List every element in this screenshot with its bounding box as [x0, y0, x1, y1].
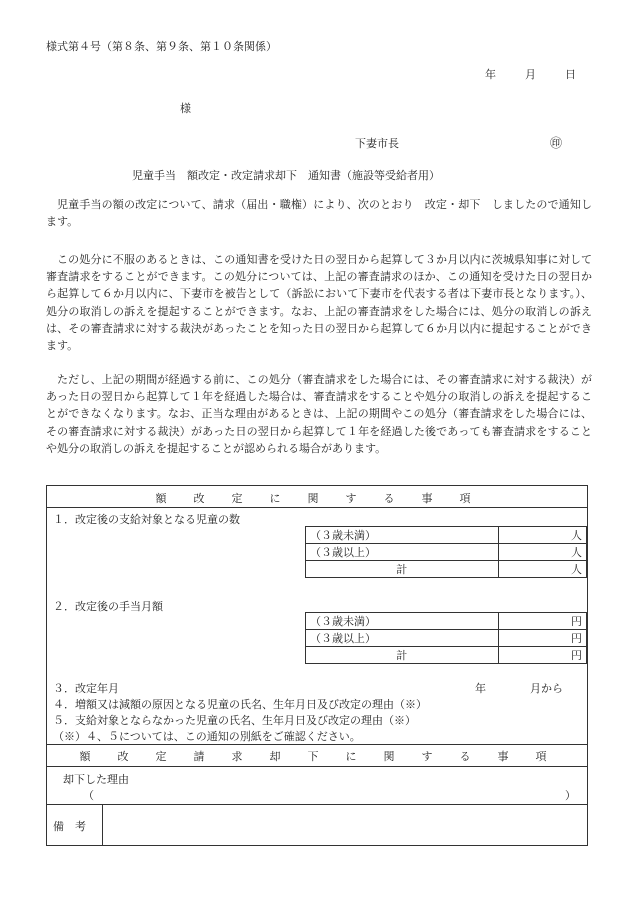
item-revision-date-label: ３．改定年月	[53, 682, 119, 695]
child-count-total-label: 計	[306, 561, 499, 578]
paragraph-appeal: この処分に不服のあるときは、この通知書を受けた日の翌日から起算して３か月以内に茨城県知事に対して審査請求をすることができます。この処分については、上記の審査請求のほか、この通知を受けた日の翌日から起算して６か月以内に、下妻市を被告として（訴訟において下妻市を代表する者は下妻市長となります。）、処分の取消しの訴えを提起することができます。なお、上記の審査請求をした場合には、処分の取消しの訴えは、その審査請求に対する裁決があったことを知った日の翌日から起算して６か月以内に提起することができます。	[46, 253, 592, 353]
monthly-amount-table	[305, 612, 587, 664]
monthly-amount-row	[306, 647, 587, 664]
child-count-under3-label: （３歳未満）	[306, 527, 499, 544]
child-count-row	[306, 561, 587, 578]
amount-total-label: 計	[306, 647, 499, 664]
item-child-count-label: １．改定後の支給対象となる児童の数	[53, 513, 240, 526]
rejection-reason-field[interactable]	[107, 786, 547, 802]
amount-under3-field[interactable]: 円	[498, 613, 586, 630]
child-count-over3-label: （３歳以上）	[306, 544, 499, 561]
document-title: 児童手当 額改定・改定請求却下 通知書（施設等受給者用）	[132, 169, 440, 182]
form-id: 様式第４号（第８条、第９条、第１０条関係）	[46, 40, 277, 53]
item-monthly-amount-label: ２．改定後の手当月額	[53, 600, 163, 613]
section-header-revision: 額 改 定 に 関 す る 事 項	[155, 492, 479, 505]
date-year-label: 年	[485, 68, 496, 81]
divider	[47, 766, 587, 767]
item-change-reason-label: ４．増額又は減額の原因となる児童の氏名、生年月日及び改定の理由（※）	[53, 698, 427, 711]
revision-month-field[interactable]: 月から	[530, 682, 563, 695]
child-count-under3-field[interactable]: 人	[498, 527, 586, 544]
amount-total-field[interactable]: 円	[498, 647, 586, 664]
issuer-name: 下妻市長	[355, 137, 399, 150]
date-month-label: 月	[525, 68, 536, 81]
child-count-table	[305, 526, 587, 578]
divider	[47, 804, 587, 805]
child-count-over3-field[interactable]: 人	[498, 544, 586, 561]
rejection-reason-close-paren: ）	[565, 789, 576, 802]
amount-under3-label: （３歳未満）	[306, 613, 499, 630]
paragraph-proviso: ただし、上記の期間が経過する前に、この処分（審査請求をした場合には、その審査請求に対する裁決）があった日の翌日から起算して１年を経過した場合は、審査請求をすることや処分の取消しの訴えを提起することができなくなります。なお、正当な理由があるときは、上記の期間やこの処分（審査請求をした場合には、その審査請求に対する裁決）があった日の翌日から起算して１年を経過した後であっても審査請求をすることや処分の取消しの訴えを提起することが認められる場合があります。	[46, 373, 592, 455]
divider	[47, 744, 587, 745]
child-count-row	[306, 544, 587, 561]
seal-mark: ㊞	[550, 136, 563, 150]
attachment-note: （※）４、５については、この通知の別紙をご確認ください。	[53, 730, 361, 743]
remarks-divider	[102, 804, 103, 846]
remarks-field[interactable]	[105, 806, 585, 844]
divider	[47, 507, 587, 508]
rejection-reason-open-paren: （	[83, 789, 94, 802]
item-excluded-children-label: ５．支給対象とならなかった児童の氏名、生年月日及び改定の理由（※）	[53, 714, 416, 727]
section-header-rejection: 額 改 定 請 求 却 下 に 関 す る 事 項	[79, 750, 555, 763]
recipient-suffix: 様	[180, 102, 191, 115]
paragraph-notice: 児童手当の額の改定について、請求（届出・職権）により、次のとおり 改定・却下 しましたので通知します。	[46, 198, 592, 229]
notice-form-table	[46, 485, 588, 846]
rejection-reason-label: 却下した理由	[63, 773, 129, 786]
child-count-row	[306, 527, 587, 544]
monthly-amount-row	[306, 613, 587, 630]
child-count-total-field[interactable]: 人	[498, 561, 586, 578]
amount-over3-label: （３歳以上）	[306, 630, 499, 647]
amount-over3-field[interactable]: 円	[498, 630, 586, 647]
revision-year-field[interactable]: 年	[475, 682, 486, 695]
remarks-label: 備 考	[53, 820, 86, 833]
monthly-amount-row	[306, 630, 587, 647]
date-day-label: 日	[565, 68, 576, 81]
